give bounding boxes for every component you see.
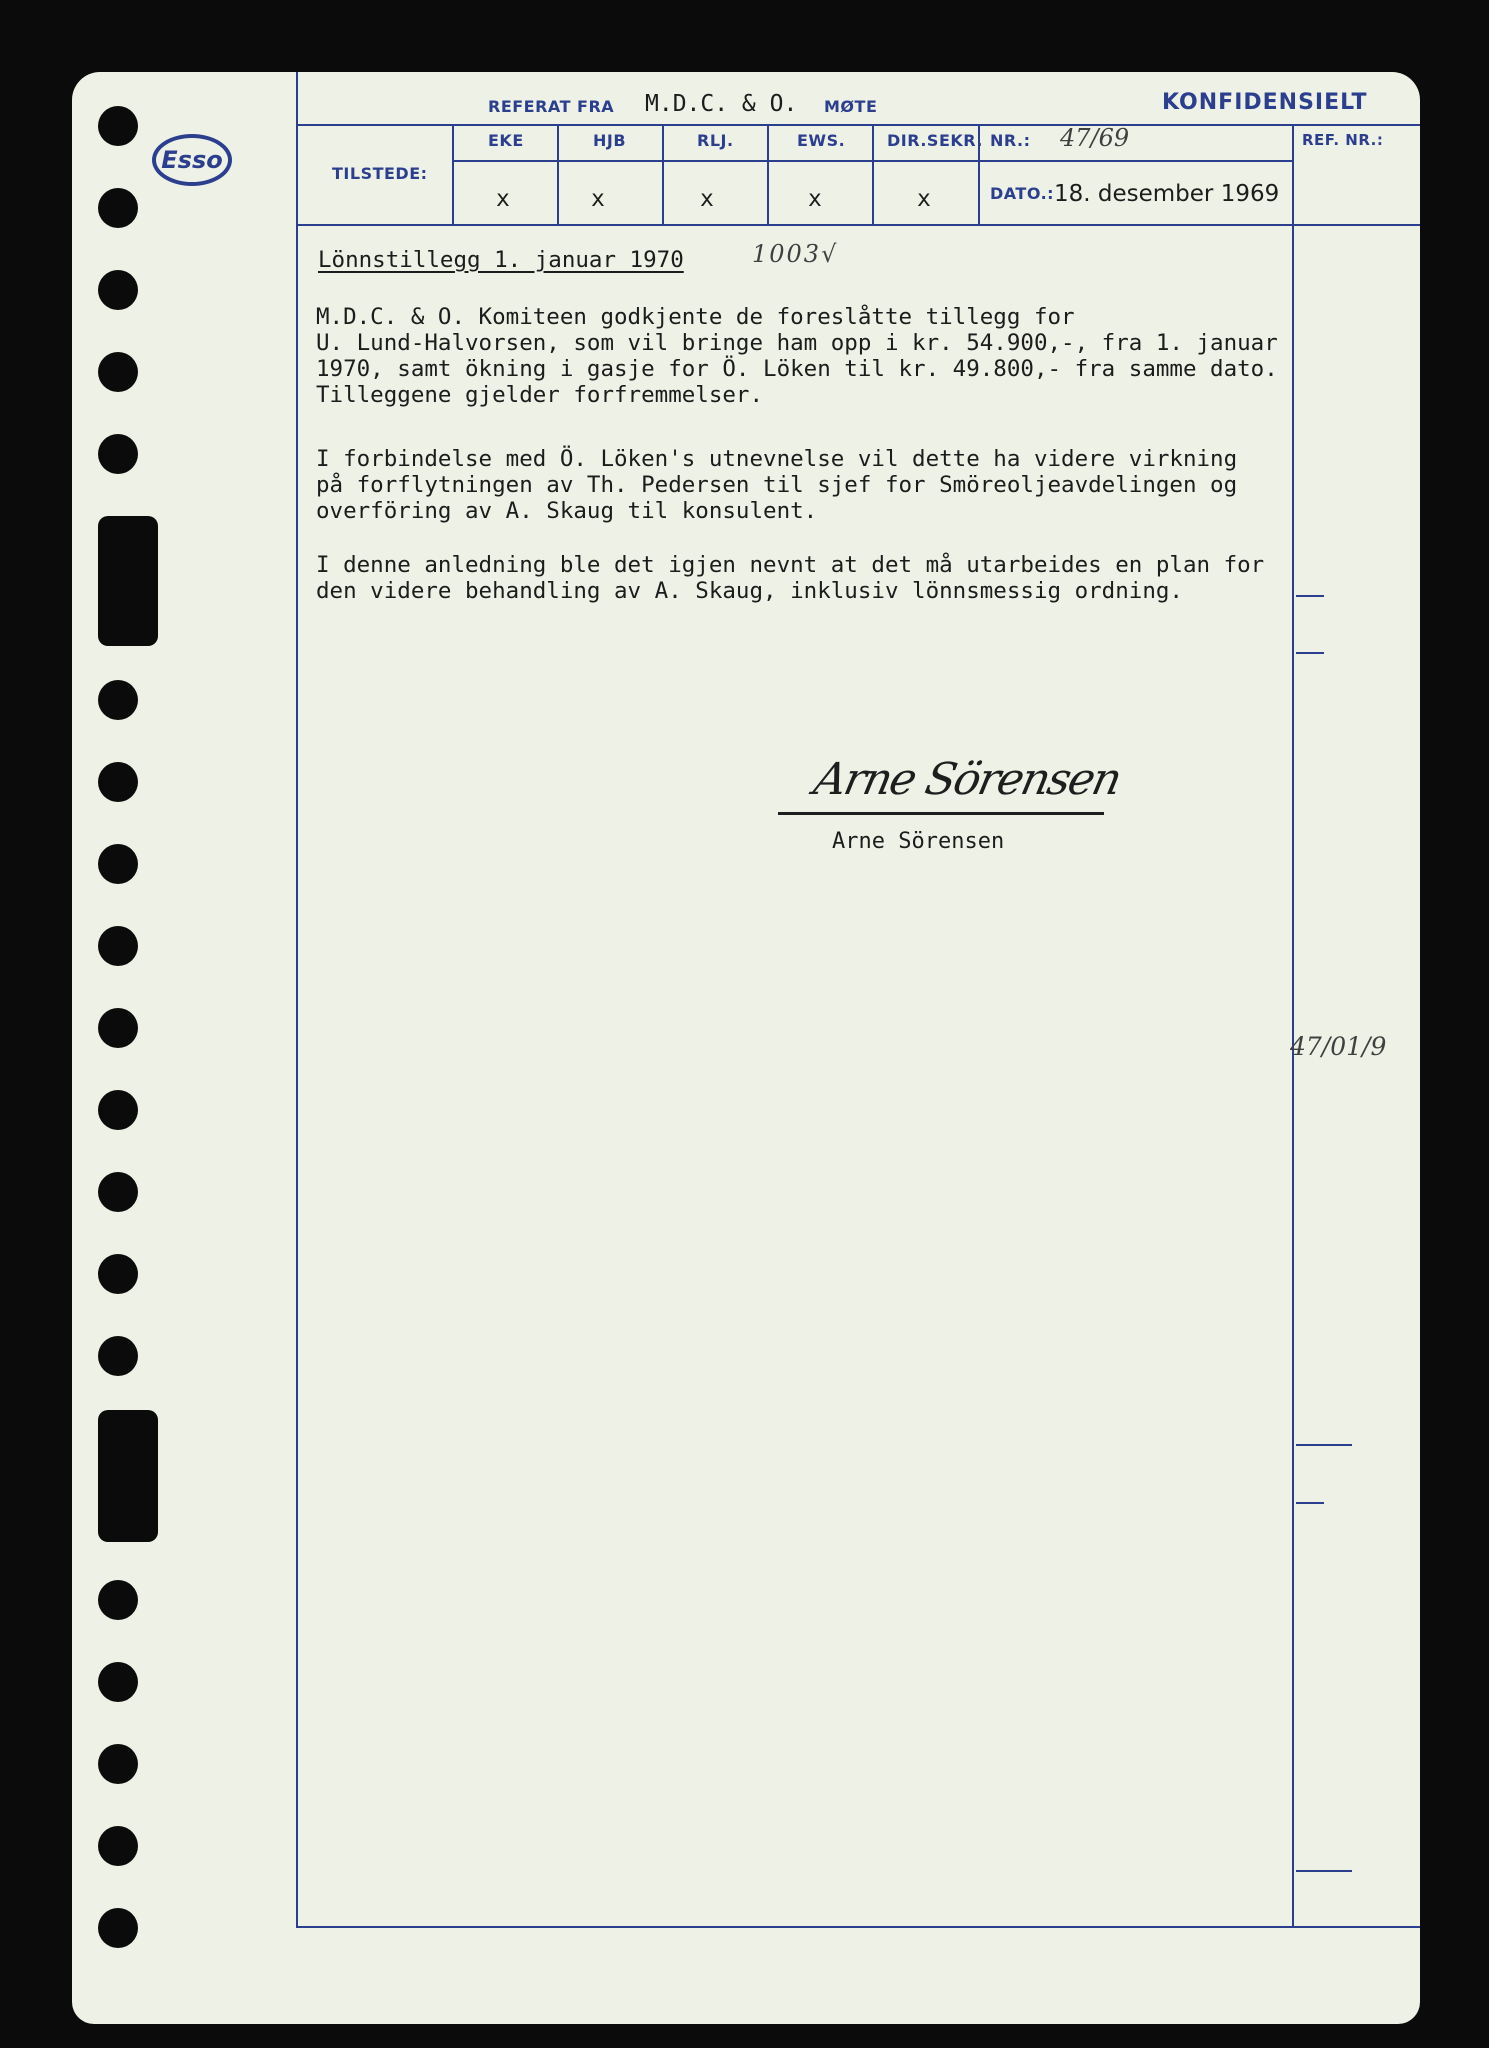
referat-label: REFERAT FRA [488,97,615,116]
mote-label: MØTE [824,97,878,116]
paragraph-line: I denne anledning ble det igjen nevnt at det må utarbeides en plan for [316,552,1265,578]
paragraph-line: overföring av A. Skaug til konsulent. [316,498,818,524]
paragraph-line: U. Lund-Halvorsen, som vil bringe ham opp i kr. 54.900,-, fra 1. januar [316,330,1278,356]
esso-logo: Esso [152,134,232,186]
handwritten-note: 1003√ [752,240,839,268]
attendee-eke: EKE [488,131,524,150]
paragraph-line: I forbindelse med Ö. Löken's utnevnelse vil dette ha videre virkning [316,446,1238,472]
nr-label: NR.: [990,131,1031,150]
attendee-ews: EWS. [797,131,846,150]
dato-label: DATO.: [990,184,1055,203]
mark-dirsekr: x [917,186,931,212]
confidential-label: KONFIDENSIELT [1162,90,1368,115]
mark-eke: x [496,186,510,212]
dato-value: 18. desember 1969 [1054,181,1280,207]
signature-line [778,812,1104,815]
paragraph-line: M.D.C. & O. Komiteen godkjente de foreslåtte tillegg for [316,304,1075,330]
paragraph-line: Tilleggene gjelder forfremmelser. [316,382,764,408]
mark-hjb: x [591,186,605,212]
signature-script: Arne Sörensen [809,754,1125,805]
margin-note: 47/01/9 [1290,1032,1387,1061]
ref-nr-label: REF. NR.: [1302,131,1384,149]
paragraph-line: 1970, samt ökning i gasje for Ö. Löken til kr. 49.800,- fra samme dato. [316,356,1278,382]
signer-name: Arne Sörensen [832,829,1005,854]
attendee-hjb: HJB [593,131,627,150]
mark-ews: x [808,186,822,212]
attendee-dirsekr: DIR.SEKR. [887,131,983,150]
mark-rlj: x [700,186,714,212]
tilstede-label: TILSTEDE: [332,164,428,183]
paragraph-line: den videre behandling av A. Skaug, inklusiv lönnsmessig ordning. [316,578,1183,604]
attendee-rlj: RLJ. [697,131,734,150]
subject-title: Lönnstillegg 1. januar 1970 [318,247,684,273]
paragraph-line: på forflytningen av Th. Pedersen til sjef for Smöreoljeavdelingen og [316,472,1238,498]
meeting-name: M.D.C. & O. [645,91,798,117]
nr-value: 47/69 [1060,124,1130,152]
